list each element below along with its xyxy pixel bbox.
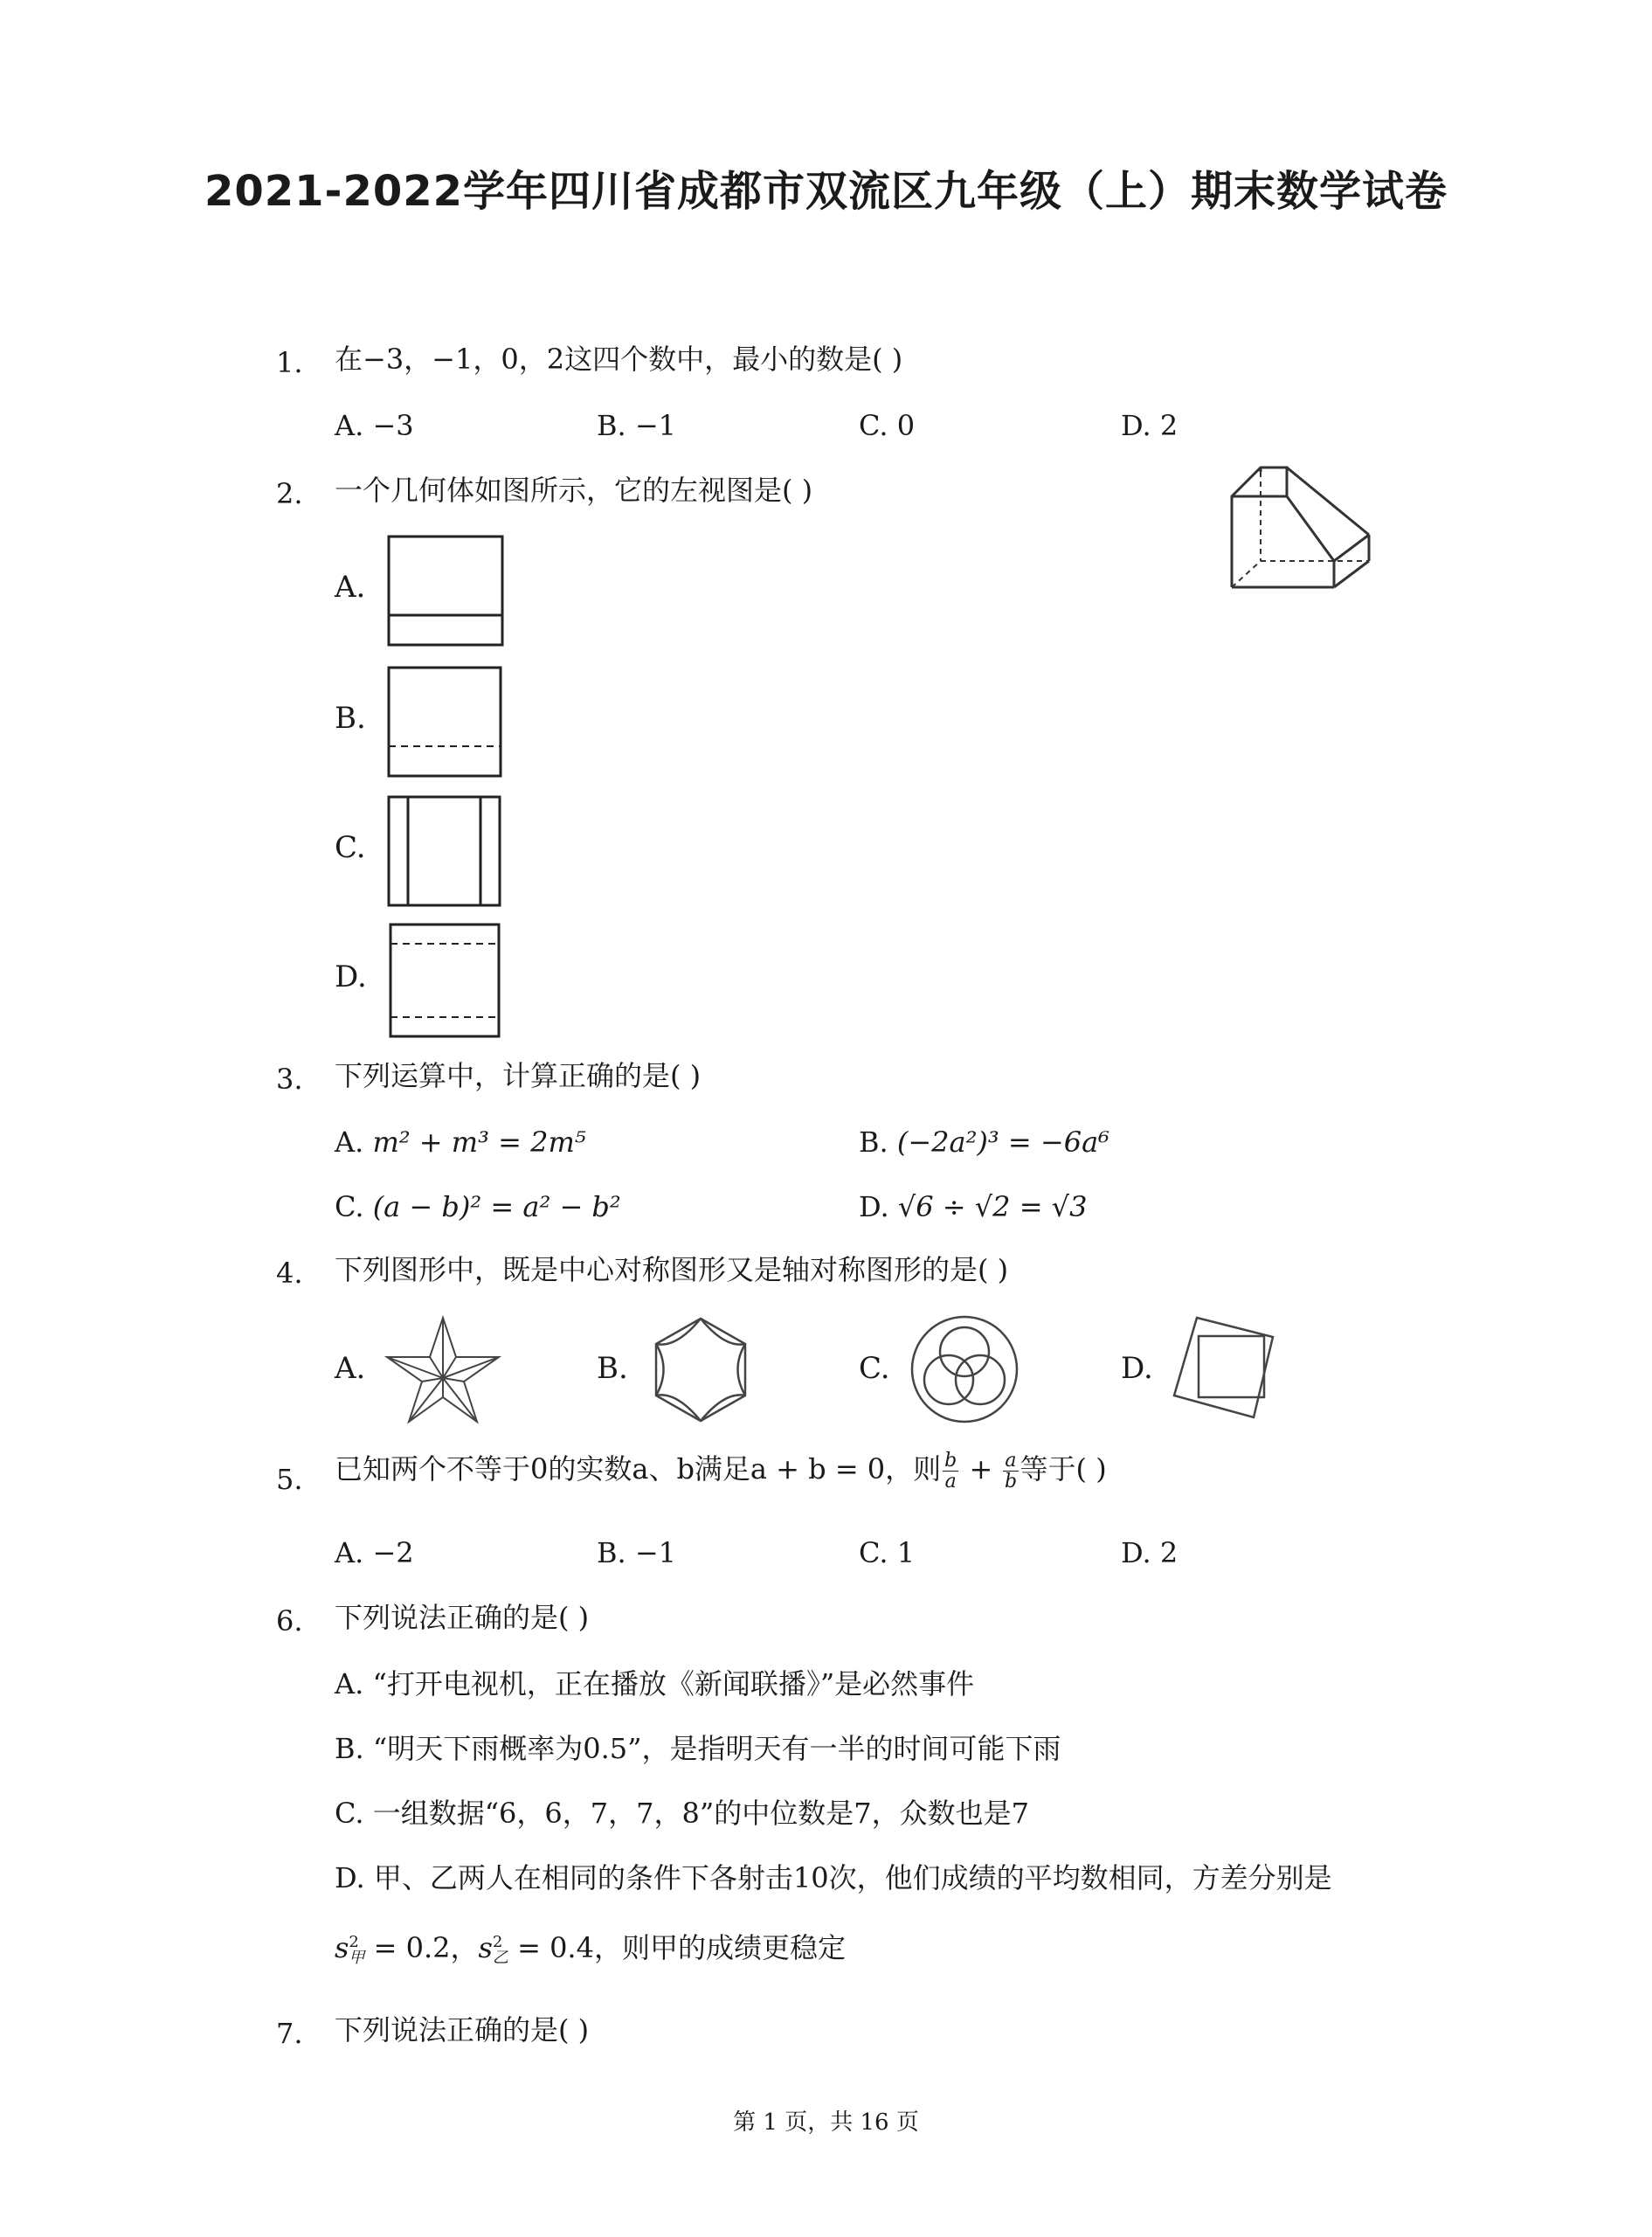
question-stem: 下列运算中，计算正确的是( )	[335, 1059, 702, 1092]
option-a-label: A.	[335, 1351, 366, 1386]
option-b: B. “明天下雨概率为0.5”，是指明天有一半的时间可能下雨	[335, 1732, 1061, 1765]
option-a: A. −3	[335, 409, 414, 442]
option-c: C. (a − b)² = a² − b²	[335, 1190, 621, 1223]
option-b-label: B.	[335, 701, 366, 736]
question-number: 3.	[276, 1063, 303, 1096]
question-number: 7.	[276, 2017, 303, 2050]
option-b: B. −1	[597, 1536, 677, 1569]
option-b: B. −1	[597, 409, 677, 442]
option-a: A. −2	[335, 1536, 414, 1569]
option-a-label: A.	[335, 570, 366, 605]
question-stem: 在−3，−1，0，2这四个数中，最小的数是( )	[335, 343, 903, 376]
rotated-squares-figure	[1171, 1315, 1280, 1422]
option-a-view	[387, 535, 505, 647]
three-circles-figure	[909, 1313, 1020, 1425]
option-d-view	[389, 923, 501, 1038]
question-stem: 下列图形中，既是中心对称图形又是轴对称图形的是( )	[335, 1253, 1009, 1286]
option-d-label: D.	[1121, 1351, 1153, 1386]
option-c: C. 0	[859, 409, 916, 442]
question-number: 5.	[276, 1463, 303, 1496]
star-figure	[384, 1315, 502, 1424]
question-stem: 下列说法正确的是( )	[335, 2013, 590, 2047]
page-footer: 第 1 页，共 16 页	[733, 2109, 919, 2136]
option-a: A. “打开电视机，正在播放《新闻联播》”是必然事件	[335, 1667, 975, 1700]
option-a: A. m² + m³ = 2m⁵	[335, 1125, 586, 1159]
option-b-label: B.	[597, 1351, 628, 1386]
hexagon-arcs-figure	[646, 1315, 756, 1424]
option-d: D. 2	[1121, 409, 1179, 442]
option-d: D. √6 ÷ √2 = √3	[859, 1190, 1088, 1223]
option-c: C. 一组数据“6，6，7，7，8”的中位数是7，众数也是7	[335, 1797, 1029, 1830]
question-stem: 下列说法正确的是( )	[335, 1601, 590, 1634]
option-c-label: C.	[859, 1351, 890, 1386]
page-title: 2021-2022学年四川省成都市双流区九年级（上）期末数学试卷	[204, 167, 1448, 216]
question-number: 4.	[276, 1257, 303, 1290]
option-b-view	[387, 666, 503, 778]
option-d-continued: s 2 甲 = 0.2，s 2 乙 = 0.4，则甲的成绩更稳定	[335, 1931, 846, 1967]
option-d: D. 甲、乙两人在相同的条件下各射击10次，他们成绩的平均数相同，方差分别是	[335, 1861, 1332, 1894]
option-d-label: D.	[335, 959, 367, 994]
option-d: D. 2	[1121, 1536, 1179, 1569]
geometry-solid-figure	[1227, 463, 1376, 594]
question-number: 6.	[276, 1604, 303, 1638]
option-c-view	[387, 795, 502, 907]
option-b: B. (−2a²)³ = −6a⁶	[859, 1125, 1109, 1159]
option-c-label: C.	[335, 830, 366, 865]
question-stem: 已知两个不等于0的实数a、b满足a + b = 0，则 $\frac{b}{a}$ + $\frac{a}{b}$ 等于( )	[335, 1450, 1107, 1493]
option-c: C. 1	[859, 1536, 916, 1569]
question-number: 1.	[276, 346, 303, 379]
question-stem: 一个几何体如图所示，它的左视图是( )	[335, 474, 813, 507]
question-number: 2.	[276, 477, 303, 510]
